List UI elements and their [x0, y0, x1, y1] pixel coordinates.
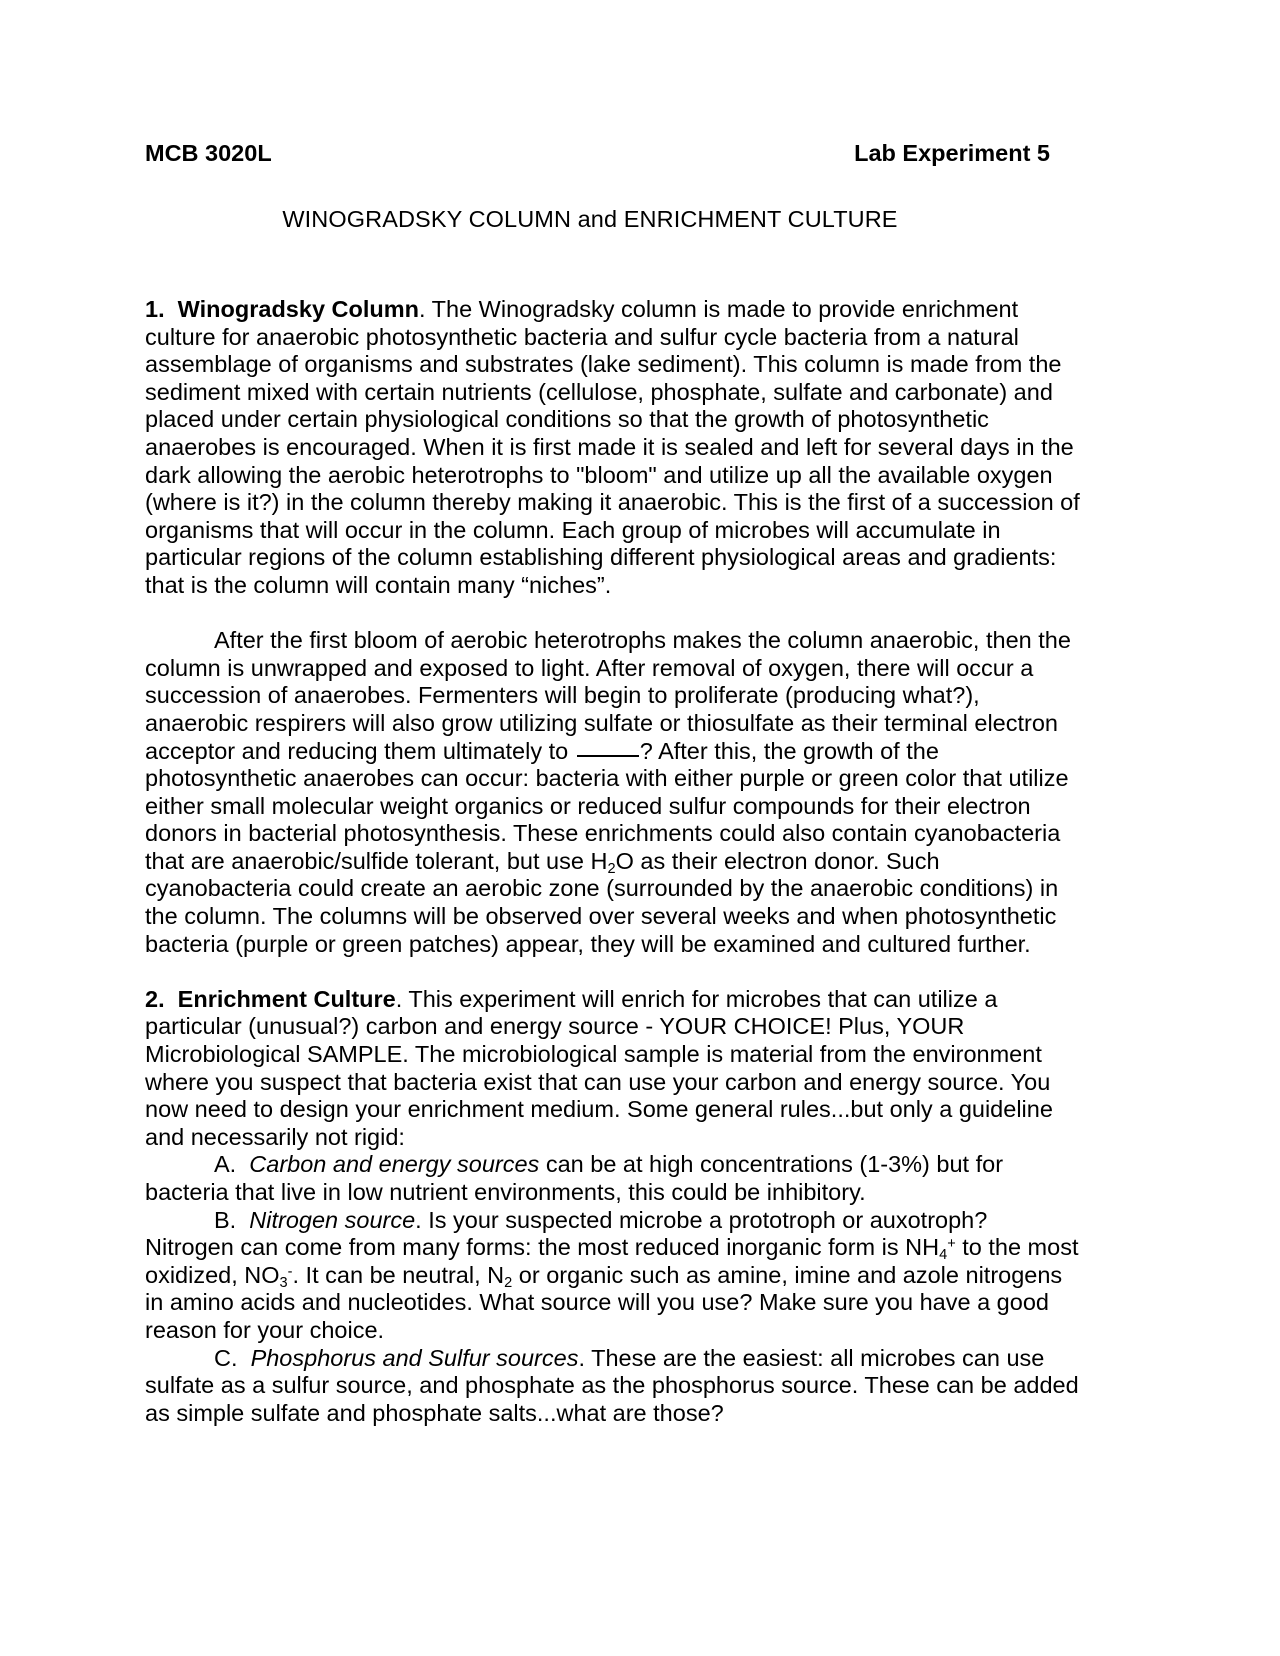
paragraph-2-part-c: O as their electron donor. Such cyanobacteria could create an aerobic zone (surrounded by the anaerobic conditions) in the column. The columns will be observed over several weeks and when photosynthetic bacteria (purple or green patches) appear, they will be examined and cultured further. [145, 847, 1059, 957]
document-header [145, 140, 1080, 167]
item-a-text: can be at high concentrations (1-3%) but for bacteria that live in low nutrient environments, this could be inhibitory. [145, 1151, 1004, 1205]
item-b-title: Nitrogen source [249, 1206, 416, 1233]
experiment-label: Lab Experiment 5 [854, 140, 1050, 166]
section-1-heading: Winogradsky Column [177, 296, 420, 322]
item-b-text-2: to the most oxidized, NO [145, 1234, 1079, 1288]
section-2-heading-suffix: . [395, 985, 403, 1012]
item-b-text-4: or organic such as amine, imine and azole nitrogens in amino acids and nucleotides. What source will you use? Make sure you have a good reason for your choice. [145, 1261, 1063, 1343]
h2o-subscript: 2 [607, 860, 616, 877]
section-1-body: The Winogradsky column is made to provide enrichment culture for anaerobic photosynthetic bacteria and sulfur cycle bacteria from a natural assemblage of organisms and substrates (lake sediment). This column is made from the sediment mixed with certain nutrients (cellulose, phosphate, sulfate and carbonate) and placed under certain physiological conditions so that the growth of photosynthetic anaerobes is encouraged. When it is first made it is sealed and left for several days in the dark allowing the aerobic heterotrophs to "bloom" and utilize up all the available oxygen (where is it?) in the column thereby making it anaerobic. This is the first of a succession of organisms that will occur in the column. Each group of microbes will accumulate in particular regions of the column establishing different physiological areas and gradients: that is the column will contain many “niches”. [145, 296, 1080, 598]
fill-in-blank[interactable] [577, 755, 639, 757]
document-body [145, 296, 1080, 1427]
paragraph-2 [145, 627, 1080, 958]
item-c-text: . These are the easiest: all microbes can use sulfate as a sulfur source, and phosphate as the phosphorus source. These can be added as simple sulfate and phosphate salts...what are those? [145, 1344, 1079, 1426]
item-b [145, 1207, 1080, 1345]
section-2-heading: Enrichment Culture [177, 985, 396, 1012]
item-a-letter: A. [214, 1151, 237, 1178]
item-c [145, 1345, 1080, 1428]
course-code: MCB 3020L [145, 140, 272, 166]
no3-subscript: 3 [279, 1274, 288, 1291]
paragraph-2-part-a: After the first bloom of aerobic heterotrophs makes the column anaerobic, then the column is unwrapped and exposed to light. After removal of oxygen, there will occur a succession of anaerobes. Fermenters will begin to proliferate (producing what?), anaerobic respirers will also grow utilizing sulfate or thiosulfate as their terminal electron acceptor and reducing them ultimately to [145, 627, 1071, 764]
item-a [145, 1151, 1080, 1206]
nh4-superscript: + [947, 1236, 956, 1253]
section-1-number: 1. [145, 296, 165, 322]
item-b-text-3: . It can be neutral, N [292, 1261, 505, 1288]
section-2-paragraph [145, 986, 1080, 1152]
section-1-heading-suffix: . [419, 296, 426, 322]
nh4-subscript: 4 [939, 1247, 948, 1264]
item-c-title: Phosphorus and Sulfur sources [250, 1344, 579, 1371]
paragraph-2-part-b: ? After this, the growth of the photosynthetic anaerobes can occur: bacteria with either purple or green color that utilize either small molecular weight organics or reduced sulfur compounds for their electron donors in bacterial photosynthesis. These enrichments could also contain cyanobacteria that are anaerobic/sulfide tolerant, but use H [145, 737, 1069, 874]
section-2-body: This experiment will enrich for microbes that can utilize a particular (unusual?) carbon and energy source - YOUR CHOICE! Plus, YOUR Microbiological SAMPLE. The microbiological sample is material from the environment where you suspect that bacteria exist that can use your carbon and energy source. You now need to design your enrichment medium. Some general rules...but only a guideline and necessarily not rigid: [145, 985, 1053, 1150]
item-c-letter: C. [214, 1344, 238, 1371]
section-2-number: 2. [145, 985, 165, 1012]
page-title: WINOGRADSKY COLUMN and ENRICHMENT CULTURE [282, 206, 898, 232]
n2-subscript: 2 [504, 1274, 513, 1291]
no3-superscript: - [287, 1263, 293, 1280]
item-b-letter: B. [214, 1206, 237, 1233]
item-b-text-1: . Is your suspected microbe a prototroph or auxotroph? Nitrogen can come from many forms: the most reduced inorganic form is NH [145, 1206, 988, 1261]
section-1-paragraph [145, 296, 1080, 600]
item-a-title: Carbon and energy sources [249, 1151, 540, 1178]
